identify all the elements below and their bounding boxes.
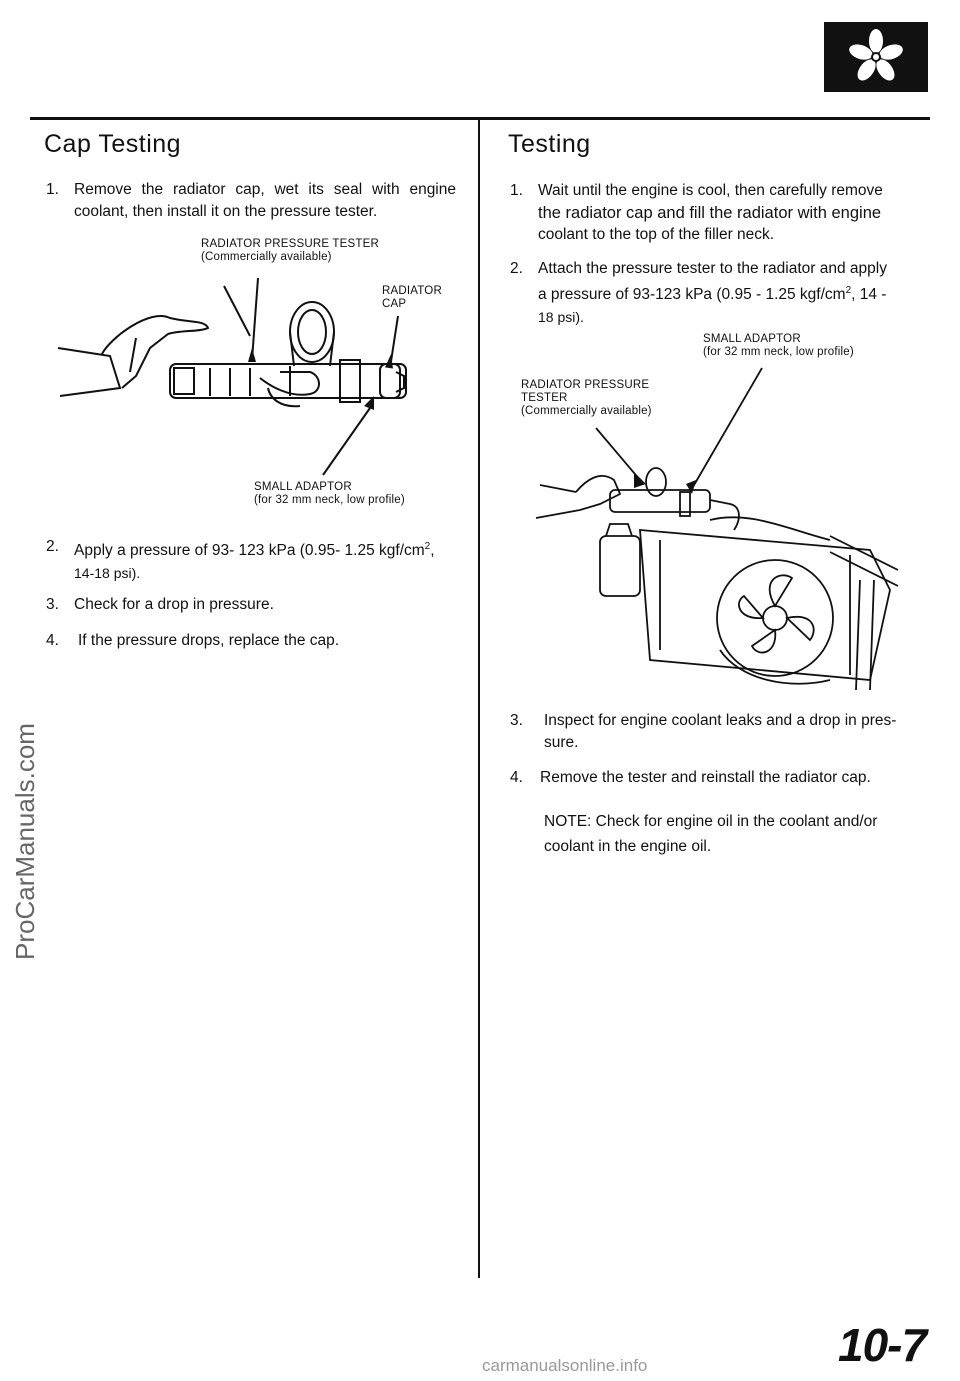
right-step-4: 4. Remove the tester and reinstall the radiator cap. [510,769,871,786]
label-pressure-tester-right: RADIATOR PRESSURE TESTER (Commercially available) [521,379,652,417]
left-step-2: 2. Apply a pressure of 93- 123 kPa (0.95- 1.25 kgf/$cm^2$, 14-18 psi). [46,538,435,582]
radiator-tester-illustration [530,440,900,700]
left-step-4: 4. If the pressure drops, replace the cap. [46,632,340,649]
right-step-2: 2. Attach the pressure tester to the radiator and apply a pressure of 93-123 kPa (0.95 - 1.25 kgf/$cm^2$, 14 - 18 psi). [510,260,887,326]
right-step-3: 3. Inspect for engine coolant leaks and a drop in pres- sure. [510,712,897,751]
label-radiator-cap: RADIATOR CAP [382,285,442,310]
left-step-1: 1. Remove the radiator cap, wet its seal with engine coolant, then install it on the pressure tester. [46,181,456,220]
fan-icon [824,22,928,92]
cap-testing-title: Cap Testing [44,130,182,158]
page-number: 10-7 [838,1319,927,1371]
column-divider [478,120,480,1278]
label-pressure-tester: RADIATOR PRESSURE TESTER (Commercially available) [201,238,379,263]
fan-badge [824,22,928,92]
note: NOTE: Check for engine oil in the coolant and/or coolant in the engine oil. [544,813,878,855]
testing-title: Testing [508,130,591,158]
cap-tester-illustration [40,268,460,468]
watermark: ProCarManuals.com [10,723,40,960]
site-watermark: carmanualsonline.info [482,1356,648,1375]
left-step-3: 3. Check for a drop in pressure. [46,596,274,613]
right-step-1: 1. Wait until the engine is cool, then carefully remove the radiator cap and fill the radiator with engine coolant to the top of the filler neck. [510,182,883,243]
label-small-adaptor-right: SMALL ADAPTOR (for 32 mm neck, low profile) [703,333,854,358]
top-rule [30,117,930,120]
label-small-adaptor: SMALL ADAPTOR (for 32 mm neck, low profile) [254,481,405,506]
